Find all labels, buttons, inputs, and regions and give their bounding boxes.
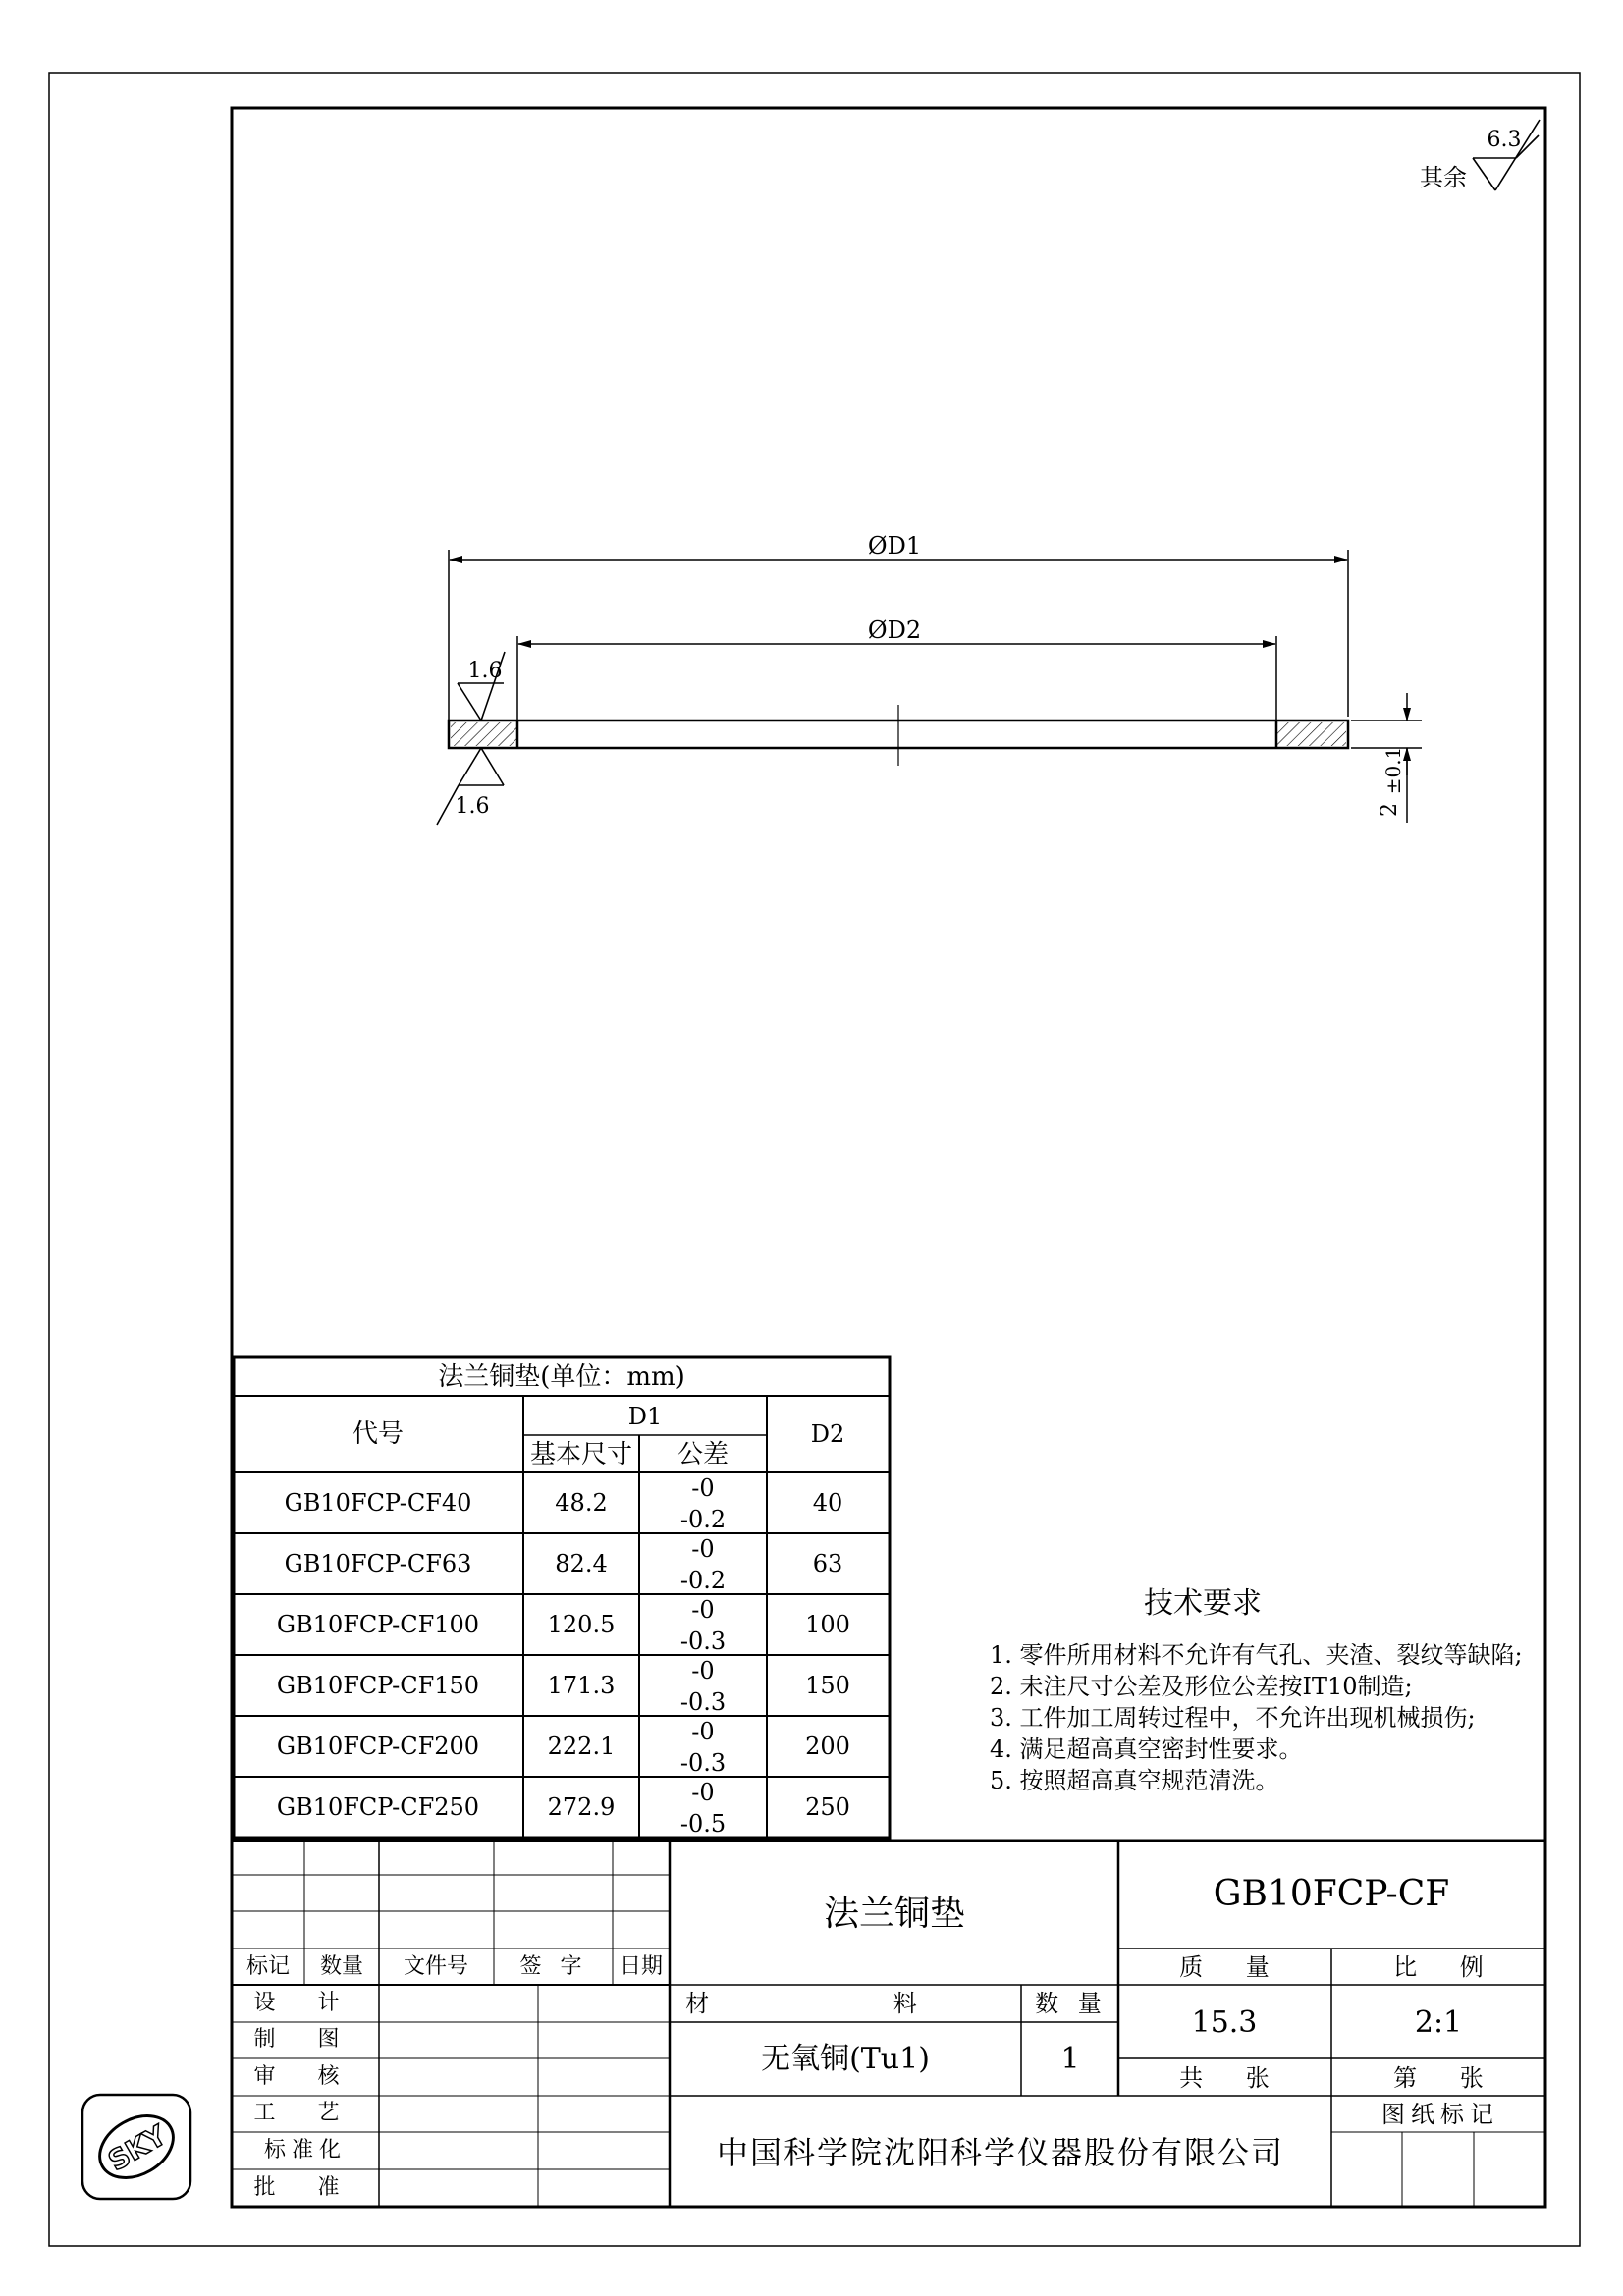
table-row-d2: 150 bbox=[805, 1672, 850, 1699]
table-row-code: GB10FCP-CF40 bbox=[284, 1489, 472, 1517]
gasket-section bbox=[449, 705, 1348, 766]
drawing-number: GB10FCP-CF bbox=[1213, 1874, 1450, 1914]
table-row-code: GB10FCP-CF63 bbox=[284, 1550, 472, 1577]
tech-item: 3. 工件加工周转过程中，不允许出现机械损伤; bbox=[990, 1704, 1476, 1732]
rev-header: 日期 bbox=[619, 1954, 664, 1979]
role-label: 设 计 bbox=[253, 1991, 357, 2015]
table-row-d2: 63 bbox=[812, 1550, 843, 1577]
mass-value: 15.3 bbox=[1191, 2005, 1258, 2040]
sheet-number-label: 第 张 bbox=[1393, 2064, 1501, 2092]
table-row-tol-upper: -0 bbox=[691, 1474, 715, 1502]
surface-other-value: 6.3 bbox=[1487, 128, 1522, 152]
tech-item: 4. 满足超高真空密封性要求。 bbox=[990, 1735, 1303, 1763]
rev-header: 签 字 bbox=[519, 1954, 588, 1979]
logo-text: SKY bbox=[102, 2118, 172, 2178]
surface-other-label: 其余 bbox=[1420, 164, 1467, 191]
col-tol-header: 公差 bbox=[676, 1440, 730, 1469]
col-basic-header: 基本尺寸 bbox=[529, 1440, 633, 1469]
role-label: 标准化 bbox=[263, 2138, 348, 2163]
table-row-tol-upper: -0 bbox=[691, 1779, 715, 1806]
col-d2-header: D2 bbox=[810, 1420, 845, 1448]
rev-header: 标记 bbox=[245, 1954, 291, 1979]
dimension-d2 bbox=[517, 636, 1276, 721]
company-logo bbox=[81, 2093, 192, 2201]
table-row-tol-lower: -0.5 bbox=[679, 1810, 727, 1838]
tech-item: 2. 未注尺寸公差及形位公差按IT10制造; bbox=[990, 1673, 1413, 1700]
outer-frame bbox=[49, 73, 1580, 2246]
material-value: 无氧铜(Tu1) bbox=[761, 2042, 930, 2076]
table-row-tol-lower: -0.3 bbox=[679, 1749, 727, 1777]
tech-item: 1. 零件所用材料不允许有气孔、夹渣、裂纹等缺陷; bbox=[990, 1641, 1523, 1669]
surface-bottom-value: 1.6 bbox=[455, 794, 490, 819]
data-table-grid bbox=[234, 1357, 890, 1838]
scale-value: 2:1 bbox=[1414, 2005, 1463, 2040]
table-row-tol-lower: -0.2 bbox=[679, 1567, 727, 1594]
surface-top-value: 1.6 bbox=[467, 659, 503, 683]
material-label: 材 料 bbox=[685, 1990, 1005, 2017]
quantity-label: 数 量 bbox=[1035, 1990, 1108, 2017]
table-row-basic: 120.5 bbox=[547, 1611, 616, 1638]
col-code-header: 代号 bbox=[352, 1419, 405, 1449]
table-row-tol-upper: -0 bbox=[691, 1718, 715, 1745]
table-row-basic: 82.4 bbox=[555, 1550, 608, 1577]
role-label: 批 准 bbox=[253, 2175, 357, 2200]
role-label: 审 核 bbox=[253, 2064, 357, 2089]
table-title: 法兰铜垫(单位：mm) bbox=[438, 1362, 685, 1392]
role-label: 工 艺 bbox=[253, 2101, 357, 2125]
table-row-d2: 250 bbox=[805, 1793, 850, 1821]
col-d1-header: D1 bbox=[627, 1403, 663, 1430]
table-row-code: GB10FCP-CF150 bbox=[276, 1672, 480, 1699]
table-row-tol-upper: -0 bbox=[691, 1657, 715, 1684]
scale-label: 比 例 bbox=[1393, 1953, 1501, 1981]
tech-item: 5. 按照超高真空规范清洗。 bbox=[990, 1767, 1279, 1794]
thickness-tolerance: ±0.1 bbox=[1381, 746, 1405, 795]
drawing-mark-label: 图纸标记 bbox=[1381, 2101, 1499, 2128]
mass-label: 质 量 bbox=[1179, 1953, 1287, 1981]
table-row-code: GB10FCP-CF200 bbox=[276, 1733, 480, 1760]
table-row-code: GB10FCP-CF100 bbox=[276, 1611, 480, 1638]
d2-label: ØD2 bbox=[867, 616, 922, 644]
d1-label: ØD1 bbox=[867, 532, 922, 560]
table-row-d2: 200 bbox=[805, 1733, 850, 1760]
table-row-tol-upper: -0 bbox=[691, 1596, 715, 1624]
table-row-tol-lower: -0.3 bbox=[679, 1688, 727, 1716]
part-name: 法兰铜垫 bbox=[823, 1894, 966, 1934]
table-row-tol-lower: -0.2 bbox=[679, 1506, 727, 1533]
table-row-basic: 48.2 bbox=[555, 1489, 608, 1517]
tech-title: 技术要求 bbox=[1144, 1586, 1262, 1621]
rev-header: 数量 bbox=[319, 1954, 364, 1979]
table-row-basic: 272.9 bbox=[547, 1793, 616, 1821]
table-row-basic: 222.1 bbox=[547, 1733, 616, 1760]
table-row-d2: 40 bbox=[812, 1489, 843, 1517]
rev-header: 文件号 bbox=[403, 1954, 469, 1979]
company-name: 中国科学院沈阳科学仪器股份有限公司 bbox=[716, 2134, 1285, 2171]
table-row-tol-lower: -0.3 bbox=[679, 1628, 727, 1655]
table-row-tol-upper: -0 bbox=[691, 1535, 715, 1563]
thickness-value: 2 bbox=[1378, 803, 1402, 817]
table-row-d2: 100 bbox=[805, 1611, 850, 1638]
table-row-basic: 171.3 bbox=[547, 1672, 616, 1699]
table-row-code: GB10FCP-CF250 bbox=[276, 1793, 480, 1821]
total-sheets-label: 共 张 bbox=[1179, 2064, 1287, 2092]
role-label: 制 图 bbox=[253, 2027, 357, 2052]
quantity-value: 1 bbox=[1060, 2042, 1080, 2076]
